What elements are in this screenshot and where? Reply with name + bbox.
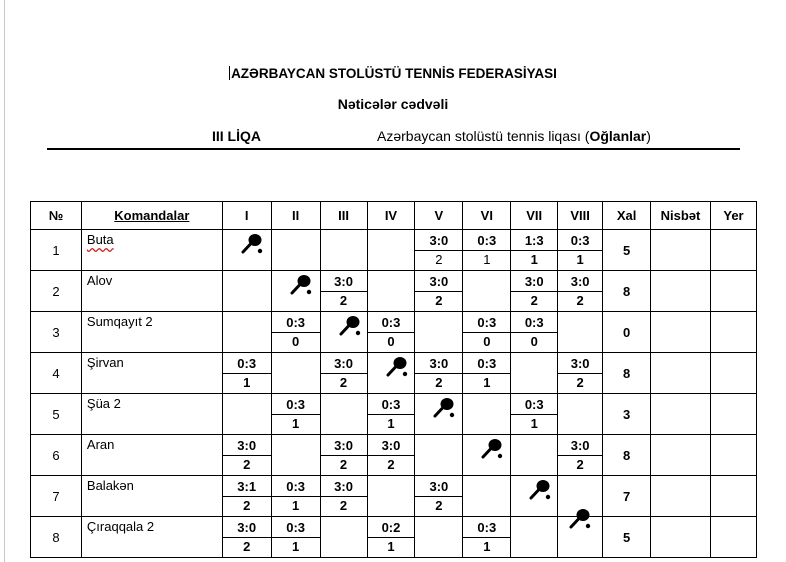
empty-cell xyxy=(320,394,367,435)
match-result-cell xyxy=(271,517,320,558)
column-header: Yer xyxy=(710,202,756,230)
match-result-cell xyxy=(511,230,558,271)
match-result-cell xyxy=(271,476,320,517)
match-result-cell xyxy=(558,435,603,476)
self-match-cell xyxy=(271,271,320,312)
empty-cell xyxy=(463,394,511,435)
place-cell xyxy=(710,271,756,312)
team-name-text: Balakən xyxy=(86,478,134,493)
text-cursor xyxy=(229,66,230,80)
match-result-cell xyxy=(463,230,511,271)
match-result-cell xyxy=(271,394,320,435)
row-number: 3 xyxy=(31,312,82,353)
match-score: 0:3 xyxy=(511,395,557,415)
match-points: 1 xyxy=(387,539,395,554)
column-header: II xyxy=(271,202,320,230)
match-result-cell xyxy=(463,517,511,558)
ping-pong-racket-icon xyxy=(480,437,504,461)
match-points: 1 xyxy=(530,416,538,431)
team-name-text: Şüa 2 xyxy=(86,396,121,411)
match-result-cell xyxy=(558,353,603,394)
results-subtitle: Nəticələr cədvəli xyxy=(337,96,449,112)
team-points: 3 xyxy=(603,394,651,435)
team-name xyxy=(81,353,222,394)
empty-cell xyxy=(222,394,271,435)
self-match-cell xyxy=(463,435,511,476)
match-score: 0:3 xyxy=(368,313,415,333)
team-name-text: Buta xyxy=(86,232,114,247)
match-points: 1 xyxy=(292,416,300,431)
empty-cell xyxy=(367,271,415,312)
self-match-cell xyxy=(222,230,271,271)
match-points: 1 xyxy=(292,498,300,513)
federation-title xyxy=(0,66,786,81)
match-points: 2 xyxy=(339,375,348,390)
team-name xyxy=(81,476,222,517)
match-points: 2 xyxy=(530,293,538,308)
match-points: 0 xyxy=(387,334,395,349)
match-result-cell xyxy=(222,435,271,476)
column-header: VIII xyxy=(558,202,603,230)
match-score: 0:3 xyxy=(463,518,510,538)
empty-cell xyxy=(222,312,271,353)
column-header: I xyxy=(222,202,271,230)
empty-cell xyxy=(415,312,463,353)
match-score: 3:1 xyxy=(223,477,271,497)
match-result-cell xyxy=(367,394,415,435)
empty-cell xyxy=(271,230,320,271)
match-score: 0:3 xyxy=(272,395,320,415)
match-score: 0:3 xyxy=(511,313,557,333)
match-points: 1 xyxy=(483,539,491,554)
match-score: 3:0 xyxy=(415,272,462,292)
results-table xyxy=(30,201,757,558)
match-score: 3:0 xyxy=(223,518,271,538)
match-result-cell xyxy=(511,312,558,353)
team-name-text: Aran xyxy=(86,437,115,452)
team-name xyxy=(81,312,222,353)
match-result-cell xyxy=(320,353,367,394)
league-desc-prefix: Azərbaycan stolüstü tennis liqası ( xyxy=(377,128,590,144)
match-score: 3:0 xyxy=(321,436,367,456)
empty-cell xyxy=(558,394,603,435)
match-score: 0:3 xyxy=(463,231,510,251)
league-desc-suffix: ) xyxy=(646,128,651,144)
match-points: 1 xyxy=(483,375,491,390)
header-rule xyxy=(47,148,740,150)
page-margin-line xyxy=(4,0,5,562)
table-row xyxy=(31,271,757,312)
ratio-cell xyxy=(651,476,711,517)
empty-cell xyxy=(415,517,463,558)
match-result-cell xyxy=(320,476,367,517)
column-header: IV xyxy=(367,202,415,230)
match-result-cell xyxy=(415,230,463,271)
table-row xyxy=(31,517,757,558)
match-result-cell xyxy=(511,394,558,435)
match-score: 0:3 xyxy=(272,518,320,538)
results-table-wrapper xyxy=(30,201,757,562)
team-name xyxy=(81,230,222,271)
match-score: 3:0 xyxy=(321,477,367,497)
row-number: 5 xyxy=(31,394,82,435)
row-number: 7 xyxy=(31,476,82,517)
empty-cell xyxy=(415,435,463,476)
team-points: 5 xyxy=(603,230,651,271)
column-header: VII xyxy=(511,202,558,230)
match-score: 0:3 xyxy=(223,354,271,374)
ratio-cell xyxy=(651,353,711,394)
match-score: 3:0 xyxy=(321,272,367,292)
federation-title-text: AZƏRBAYCAN STOLÜSTÜ TENNİS FEDERASİYASI xyxy=(231,66,557,81)
league-description xyxy=(377,128,651,144)
match-points: 0 xyxy=(530,334,538,349)
empty-cell xyxy=(511,517,558,558)
empty-cell xyxy=(511,353,558,394)
ping-pong-racket-icon xyxy=(528,478,552,502)
match-points: 2 xyxy=(435,252,443,267)
match-points: 2 xyxy=(243,498,251,513)
place-cell xyxy=(710,312,756,353)
empty-cell xyxy=(271,435,320,476)
match-points: 1 xyxy=(387,416,395,431)
empty-cell xyxy=(271,353,320,394)
column-header: Komandalar xyxy=(81,202,222,230)
match-points: 1 xyxy=(576,252,584,267)
team-name xyxy=(81,435,222,476)
table-row xyxy=(31,435,757,476)
team-points: 8 xyxy=(603,435,651,476)
match-result-cell xyxy=(271,312,320,353)
team-name-text: Alov xyxy=(86,273,113,288)
ping-pong-racket-icon xyxy=(568,507,592,531)
match-points: 2 xyxy=(435,498,443,513)
place-cell xyxy=(710,353,756,394)
row-number: 1 xyxy=(31,230,82,271)
empty-cell xyxy=(320,230,367,271)
match-points: 2 xyxy=(435,293,443,308)
match-points: 2 xyxy=(243,457,251,472)
match-points: 2 xyxy=(243,539,251,554)
ping-pong-racket-icon xyxy=(289,273,313,297)
place-cell xyxy=(710,476,756,517)
match-score: 0:3 xyxy=(463,354,510,374)
match-score: 0:3 xyxy=(272,313,320,333)
ping-pong-racket-icon xyxy=(385,355,409,379)
ping-pong-racket-icon xyxy=(432,396,456,420)
ratio-cell xyxy=(651,517,711,558)
match-result-cell xyxy=(415,271,463,312)
match-points: 1 xyxy=(292,539,300,554)
match-result-cell xyxy=(415,353,463,394)
row-number: 2 xyxy=(31,271,82,312)
table-row xyxy=(31,476,757,517)
place-cell xyxy=(710,517,756,558)
match-result-cell xyxy=(558,271,603,312)
column-header: № xyxy=(31,202,82,230)
match-points: 0 xyxy=(483,334,491,349)
match-score: 3:0 xyxy=(223,436,271,456)
match-points: 2 xyxy=(576,293,584,308)
team-points: 7 xyxy=(603,476,651,517)
match-score: 3:0 xyxy=(558,354,602,374)
place-cell xyxy=(710,435,756,476)
match-points: 2 xyxy=(339,498,348,513)
match-points: 1 xyxy=(243,375,251,390)
match-points: 0 xyxy=(292,334,300,349)
team-name xyxy=(81,394,222,435)
self-match-cell xyxy=(367,353,415,394)
ratio-cell xyxy=(651,271,711,312)
match-points: 2 xyxy=(576,375,584,390)
team-points: 5 xyxy=(603,517,651,558)
match-score: 0:3 xyxy=(558,231,602,251)
ping-pong-racket-icon xyxy=(338,314,362,338)
table-header-row xyxy=(31,202,757,230)
self-match-cell xyxy=(320,312,367,353)
match-result-cell xyxy=(463,353,511,394)
empty-cell xyxy=(367,476,415,517)
match-result-cell xyxy=(463,312,511,353)
ratio-cell xyxy=(651,435,711,476)
team-name-text: Sumqayıt 2 xyxy=(86,314,153,329)
ping-pong-racket-icon xyxy=(240,232,264,256)
match-points: 2 xyxy=(339,457,348,472)
match-result-cell xyxy=(222,353,271,394)
column-header: III xyxy=(320,202,367,230)
row-number: 6 xyxy=(31,435,82,476)
ratio-cell xyxy=(651,230,711,271)
match-score: 3:0 xyxy=(415,477,462,497)
column-header: Xal xyxy=(603,202,651,230)
match-score: 0:2 xyxy=(368,518,415,538)
self-match-cell xyxy=(415,394,463,435)
match-result-cell xyxy=(367,517,415,558)
table-row xyxy=(31,394,757,435)
team-points: 8 xyxy=(603,271,651,312)
row-number: 8 xyxy=(31,517,82,558)
team-name-text: Çıraqqala 2 xyxy=(86,519,155,534)
table-row xyxy=(31,353,757,394)
league-label: III LİQA xyxy=(212,128,261,144)
match-result-cell xyxy=(320,435,367,476)
match-score: 0:3 xyxy=(463,313,510,333)
match-result-cell xyxy=(222,517,271,558)
match-result-cell xyxy=(222,476,271,517)
match-score: 3:0 xyxy=(321,354,367,374)
match-score: 0:3 xyxy=(272,477,320,497)
team-points: 0 xyxy=(603,312,651,353)
match-points: 2 xyxy=(435,375,443,390)
empty-cell xyxy=(222,271,271,312)
empty-cell xyxy=(320,517,367,558)
place-cell xyxy=(710,394,756,435)
match-score: 3:0 xyxy=(511,272,557,292)
empty-cell xyxy=(511,435,558,476)
ratio-cell xyxy=(651,394,711,435)
team-name-text: Şirvan xyxy=(86,355,124,370)
match-score: 3:0 xyxy=(558,272,602,292)
empty-cell xyxy=(558,312,603,353)
place-cell xyxy=(710,230,756,271)
match-points: 2 xyxy=(576,457,584,472)
match-points: 1 xyxy=(483,252,491,267)
column-header: Nisbət xyxy=(651,202,711,230)
match-score: 3:0 xyxy=(368,436,415,456)
match-score: 3:0 xyxy=(558,436,602,456)
empty-cell xyxy=(463,271,511,312)
table-row xyxy=(31,230,757,271)
match-points: 1 xyxy=(530,252,538,267)
match-score: 3:0 xyxy=(415,231,462,251)
league-desc-gender: Oğlanlar xyxy=(589,128,647,144)
row-number: 4 xyxy=(31,353,82,394)
self-match-cell xyxy=(511,476,558,517)
match-result-cell xyxy=(367,312,415,353)
match-result-cell xyxy=(511,271,558,312)
match-score: 3:0 xyxy=(415,354,462,374)
match-result-cell xyxy=(558,230,603,271)
column-header: VI xyxy=(463,202,511,230)
match-result-cell xyxy=(415,476,463,517)
match-score: 0:3 xyxy=(368,395,415,415)
self-match-cell xyxy=(558,517,603,558)
match-result-cell xyxy=(367,435,415,476)
empty-cell xyxy=(463,476,511,517)
team-name xyxy=(81,517,222,558)
match-points: 2 xyxy=(339,293,348,308)
column-header: V xyxy=(415,202,463,230)
ratio-cell xyxy=(651,312,711,353)
table-row xyxy=(31,312,757,353)
team-points: 8 xyxy=(603,353,651,394)
match-result-cell xyxy=(320,271,367,312)
team-name xyxy=(81,271,222,312)
empty-cell xyxy=(367,230,415,271)
match-score: 1:3 xyxy=(511,231,557,251)
match-points: 2 xyxy=(387,457,395,472)
